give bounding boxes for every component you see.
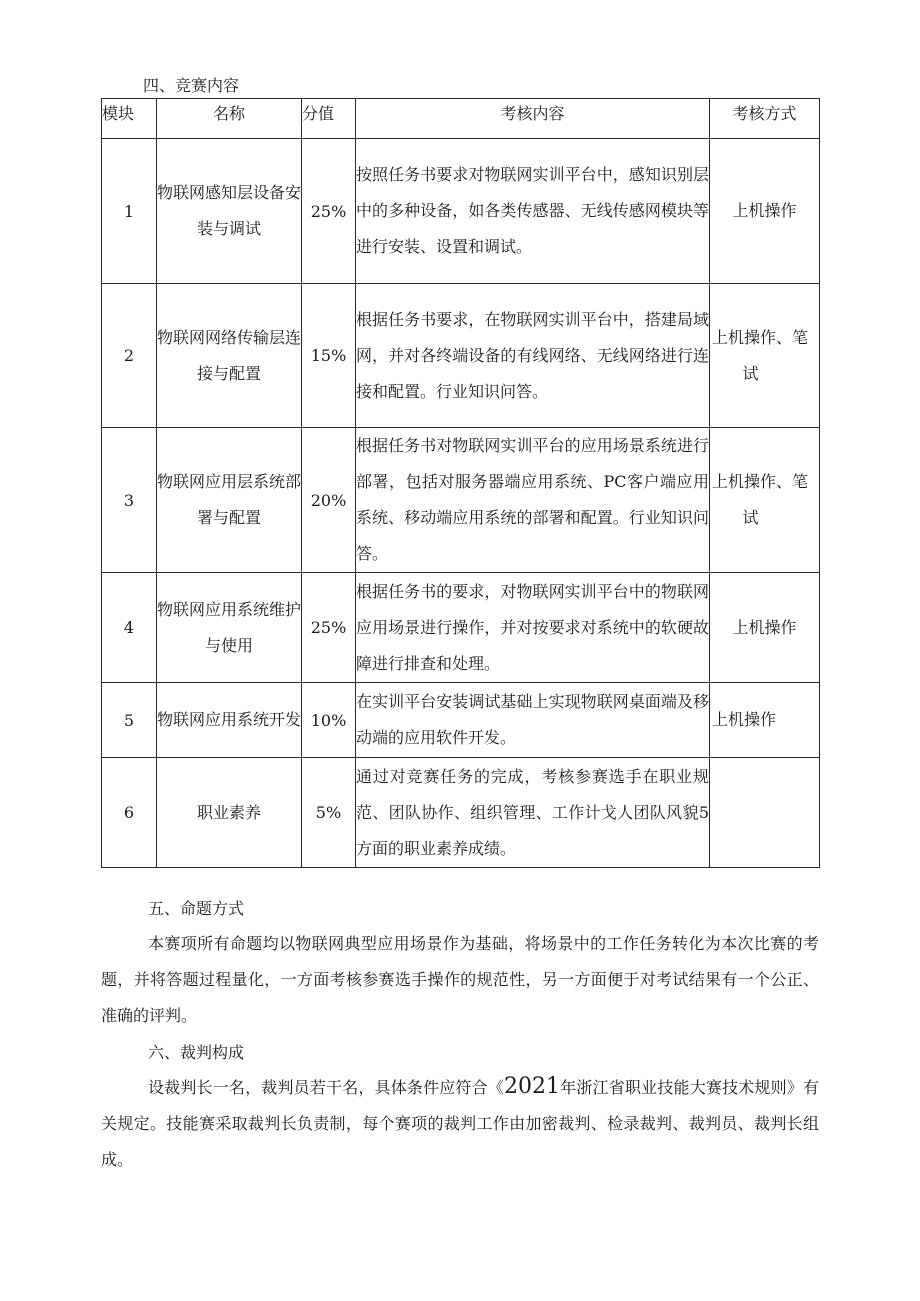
section-6-text-post: 年浙江省职业技能大赛技术规则》有关规定。技能赛采取裁判长负责制，每个赛项的裁判工作由加密裁判、检录裁判、裁判员、裁判长组成。 xyxy=(101,1078,819,1169)
cell-method: 上机操作 xyxy=(710,573,820,683)
cell-score: 15% xyxy=(302,284,356,428)
cell-method xyxy=(710,284,820,428)
cell-method: 上机操作 xyxy=(710,683,820,758)
cell-score: 20% xyxy=(302,428,356,573)
cell-method-line1: 上机操作、笔 xyxy=(712,472,809,491)
cell-name: 物联网感知层设备安装与调试 xyxy=(157,139,302,284)
cell-module: 5 xyxy=(102,683,157,758)
table-row xyxy=(102,758,820,868)
cell-content: 根据任务书对物联网实训平台的应用场景系统进行部署，包括对服务器端应用系统、PC客户端应用系统、移动端应用系统的部署和配置。行业知识问答。 xyxy=(356,428,710,573)
cell-method: 上机操作 xyxy=(710,139,820,284)
cell-method-line2: 试 xyxy=(742,363,759,383)
cell-name: 职业素养 xyxy=(157,758,302,868)
table-row xyxy=(102,428,820,573)
table-row xyxy=(102,683,820,758)
header-score: 分值 xyxy=(302,99,356,139)
section-6-text-pre: 设裁判长一名，裁判员若干名，具体条件应符合《 xyxy=(148,1078,505,1097)
cell-module: 1 xyxy=(102,139,157,284)
cell-content: 通过对竞赛任务的完成，考核参赛选手在职业规范、团队协作、组织管理、工作计戈人团队风貌5方面的职业素养成绩。 xyxy=(356,758,710,868)
cell-score: 25% xyxy=(302,139,356,284)
table-row xyxy=(102,284,820,428)
cell-score: 10% xyxy=(302,683,356,758)
table-row xyxy=(102,139,820,284)
section-6-year: 2021 xyxy=(504,1074,561,1099)
cell-score: 25% xyxy=(302,573,356,683)
cell-name: 物联网网络传输层连接与配置 xyxy=(157,284,302,428)
cell-module: 2 xyxy=(102,284,157,428)
header-name: 名称 xyxy=(157,99,302,139)
cell-method xyxy=(710,428,820,573)
cell-score: 5% xyxy=(302,758,356,868)
section-5-paragraph: 本赛项所有命题均以物联网典型应用场景作为基础，将场景中的工作任务转化为本次比赛的考题，并将答题过程量化，一方面考核参赛选手操作的规范性，另一方面便于对考试结果有一个公正、准确的评判。 xyxy=(101,934,819,1025)
contest-content-table xyxy=(101,98,820,868)
section-6-heading: 六、裁判构成 xyxy=(148,1043,245,1062)
cell-module: 3 xyxy=(102,428,157,573)
cell-content: 根据任务书的要求，对物联网实训平台中的物联网应用场景进行操作，并对按要求对系统中的软硬故障进行排查和处理。 xyxy=(356,573,710,683)
header-module: 模块 xyxy=(102,99,157,139)
cell-name: 物联网应用系统开发 xyxy=(157,683,302,758)
section-5-heading: 五、命题方式 xyxy=(148,899,245,918)
table-row xyxy=(102,573,820,683)
cell-content: 在实训平台安装调试基础上实现物联网桌面端及移动端的应用软件开发。 xyxy=(356,683,710,758)
cell-module: 6 xyxy=(102,758,157,868)
cell-name: 物联网应用层系统部署与配置 xyxy=(157,428,302,573)
cell-method-line1: 上机操作、笔 xyxy=(712,327,809,347)
table-header-row xyxy=(102,99,820,139)
cell-content: 按照任务书要求对物联网实训平台中，感知识别层中的多种设备，如各类传感器、无线传感网模块等进行安装、设置和调试。 xyxy=(356,139,710,284)
cell-method-line2: 试 xyxy=(742,508,759,527)
header-content: 考核内容 xyxy=(356,99,710,139)
cell-module: 4 xyxy=(102,573,157,683)
cell-method xyxy=(710,758,820,868)
section-6-paragraph xyxy=(101,1069,819,1178)
cell-content: 根据任务书要求，在物联网实训平台中，搭建局域网，并对各终端设备的有线网络、无线网络进行连接和配置。行业知识问答。 xyxy=(356,284,710,428)
section-4-heading: 四、竞赛内容 xyxy=(143,76,240,95)
header-method: 考核方式 xyxy=(710,99,820,139)
cell-name: 物联网应用系统维护与使用 xyxy=(157,573,302,683)
